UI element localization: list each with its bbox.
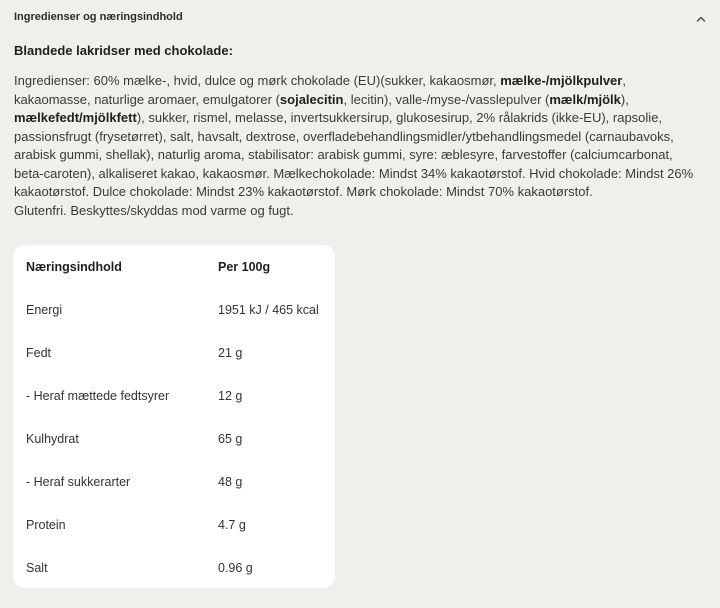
nutrition-row: [13, 460, 335, 503]
section-title: Ingredienser og næringsindhold: [14, 11, 183, 23]
allergen-text: sojalecitin: [279, 91, 344, 107]
ingredient-text: , lecitin), valle-/myse-/vasslepulver (: [343, 91, 550, 107]
allergen-text: mælkefedt/mjölkfett: [14, 110, 137, 125]
nutrition-row-name: - Heraf sukkerarter: [26, 475, 131, 489]
nutrition-row-value: 4.7 g: [218, 518, 246, 532]
nutrition-table: [13, 245, 335, 588]
ingredient-text: kakaotørstof. Dulce chokolade: Mindst 23% kakaotørstof. Mørk chokolade: Mindst 70% kakaotørstof.: [14, 184, 593, 199]
nutrition-row: [13, 288, 335, 331]
ingredient-text: passionsfrugt (frysetørret), salt, havsalt, dextrose, overfladebehandlingsmidler/ytbehandlingsmedel (carnaubavoks,: [14, 128, 674, 144]
ingredient-text: Ingredienser: 60% mælke-, hvid, dulce og mørk chokolade (EU)(sukker, kakaosmør,: [14, 73, 501, 88]
nutrition-row-value: 0.96 g: [218, 561, 253, 575]
nutrition-row-name: Protein: [26, 518, 66, 532]
ingredients-line: [14, 72, 714, 91]
ingredients-text: [14, 72, 714, 220]
ingredient-text: kakaomasse, naturlige aromaer, emulgatorer (: [14, 91, 280, 107]
chevron-up-icon[interactable]: [695, 12, 707, 24]
ingredient-text: ), sukker, rismel, melasse, invertsukkersirup, glukosesirup, 2% rålakrids (ikke-EU), rapsolie,: [136, 110, 663, 125]
nutrition-row-value: 48 g: [218, 475, 243, 489]
nutrition-row-value: 21 g: [218, 346, 243, 360]
nutrition-header-name: Næringsindhold: [26, 260, 122, 274]
nutrition-row: [13, 417, 335, 460]
nutrition-header-value: Per 100g: [218, 260, 271, 274]
ingredient-text: ,: [622, 73, 626, 88]
nutrition-row: [13, 503, 335, 546]
ingredients-line: [14, 91, 714, 110]
nutrition-row-name: Energi: [26, 303, 63, 317]
nutrition-row: [13, 546, 335, 589]
product-subtitle: Blandede lakridser med chokolade:: [14, 43, 233, 58]
nutrition-row-name: Kulhydrat: [26, 432, 79, 446]
ingredient-text: beta-caroten), alkaliseret kakao, kakaosmør. Mælkechokolade: Mindst 34% kakaotørstof. Hvid chokolade: Mindst 26%: [14, 165, 694, 181]
ingredients-line: [14, 109, 714, 128]
nutrition-row-name: Fedt: [26, 346, 52, 360]
nutrition-row-name: - Heraf mættede fedtsyrer: [26, 389, 170, 403]
ingredient-text: Glutenfri. Beskyttes/skyddas mod varme og fugt.: [14, 202, 294, 218]
ingredients-section-header[interactable]: [0, 0, 720, 36]
ingredient-text: arabisk gummi, shellak), naturlig aroma, stabilisator: arabisk gummi, syre: æblesyre, farvestoffer (calciumcarbonat,: [14, 147, 673, 162]
ingredients-line: [14, 183, 714, 202]
ingredients-line: [14, 146, 714, 165]
ingredients-line: [14, 202, 714, 221]
ingredients-line: [14, 128, 714, 147]
ingredient-text: ),: [620, 91, 629, 107]
nutrition-row-value: 65 g: [218, 432, 243, 446]
nutrition-row-value: 12 g: [218, 389, 243, 403]
nutrition-row: [13, 331, 335, 374]
nutrition-row: [13, 374, 335, 417]
allergen-text: mælk/mjölk: [549, 91, 621, 107]
nutrition-row-value: 1951 kJ / 465 kcal: [218, 303, 319, 317]
nutrition-table-header: [13, 245, 335, 288]
nutrition-row-name: Salt: [26, 561, 48, 575]
ingredients-line: [14, 165, 714, 184]
allergen-text: mælke-/mjölkpulver: [500, 73, 623, 88]
